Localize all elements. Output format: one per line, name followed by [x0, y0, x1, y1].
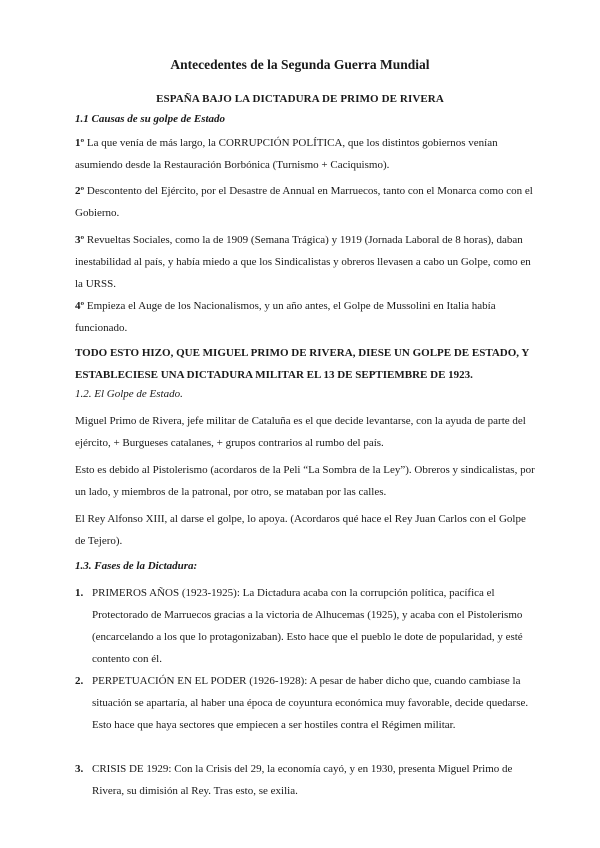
phase-text: PRIMEROS AÑOS (1923-1925): La Dictadura acaba con la corrupción política, pacífica el Protectorado de Marruecos gracias a la victoria de Alhucemas (1925), y acaba con el Pistolerismo (encarcelando a los que lo protagonizaban). Esto hace que el pueblo le dote de popularidad, y esté contento con él.: [92, 587, 523, 665]
cause-number: 1º: [75, 137, 85, 149]
cause-paragraph-2: [75, 180, 535, 224]
cause-number: 4º: [75, 300, 85, 312]
subsection-fases: 1.3. Fases de la Dictadura:: [75, 560, 198, 572]
summary-paragraph: TODO ESTO HIZO, QUE MIGUEL PRIMO DE RIVERA, DIESE UN GOLPE DE ESTADO, Y ESTABLECIESE UNA DICTADURA MILITAR EL 13 DE SEPTIEMBRE DE 1923.: [75, 347, 529, 381]
phase-number: 3.: [75, 763, 84, 775]
cause-paragraph-1: [75, 132, 535, 176]
cause-number: 2º: [75, 185, 85, 197]
subsection-causas: 1.1 Causas de su golpe de Estado: [75, 113, 226, 125]
cause-text: La que venía de más largo, la CORRUPCIÓN POLÍTICA, que los distintos gobiernos venían asumiendo desde la Restauración Borbónica (Turnismo + Caciquismo).: [75, 137, 498, 171]
cause-text: Descontento del Ejército, por el Desastre de Annual en Marruecos, tanto con el Monarca como con el Gobierno.: [75, 185, 533, 219]
cause-number: 3º: [75, 234, 85, 246]
document-title: Antecedentes de la Segunda Guerra Mundial: [170, 57, 430, 72]
phase-item-2: [75, 670, 532, 736]
phase-number: 1.: [75, 587, 84, 599]
cause-text: Empieza el Auge de los Nacionalismos, y un año antes, el Golpe de Mussolini en Italia había funcionado.: [75, 300, 496, 334]
cause-paragraph-4: [75, 295, 535, 339]
golpe-paragraph-3: El Rey Alfonso XIII, al darse el golpe, lo apoya. (Acordaros qué hace el Rey Juan Carlos con el Golpe de Tejero).: [75, 513, 526, 547]
phase-text: CRISIS DE 1929: Con la Crisis del 29, la economía cayó, y en 1930, presenta Miguel Primo de Rivera, su dimisión al Rey. Tras esto, se exilia.: [92, 763, 513, 797]
cause-text: Revueltas Sociales, como la de 1909 (Semana Trágica) y 1919 (Jornada Laboral de 8 horas), daban inestabilidad al país, y había miedo a que los Sindicalistas y obreros llevasen a cabo un Golpe, como en la URSS.: [75, 234, 531, 290]
golpe-paragraph-2: Esto es debido al Pistolerismo (acordaros de la Peli “La Sombra de la Ley”). Obreros y sindicalistas, por un lado, y miembros de la patronal, por otro, se mataban por las calles.: [75, 464, 535, 498]
section-title: ESPAÑA BAJO LA DICTADURA DE PRIMO DE RIVERA: [156, 93, 444, 105]
phase-item-3: [75, 758, 532, 802]
subsection-golpe: 1.2. El Golpe de Estado.: [75, 388, 183, 400]
phase-number: 2.: [75, 675, 84, 687]
phase-text: PERPETUACIÓN EN EL PODER (1926-1928): A pesar de haber dicho que, cuando cambiase la situación se apartaría, al haber una época de coyuntura económica muy favorable, decide quedarse. Esto hace que haya sectores que empiecen a ser hostiles contra el Régimen militar.: [92, 675, 529, 731]
phase-item-1: [75, 582, 532, 670]
cause-paragraph-3: [75, 229, 535, 295]
golpe-paragraph-1: Miguel Primo de Rivera, jefe militar de Cataluña es el que decide levantarse, con la ayuda de parte del ejército, + Burgueses catalanes, + grupos contrarios al rumbo del país.: [75, 415, 526, 449]
